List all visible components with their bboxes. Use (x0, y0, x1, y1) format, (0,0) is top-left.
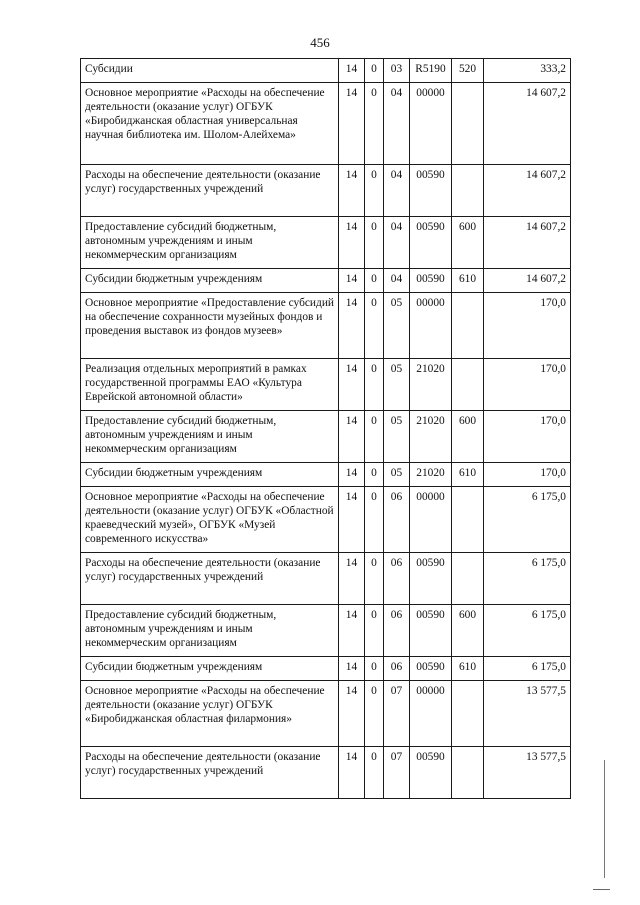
target-code-cell: 21020 (410, 463, 452, 487)
section-code-cell: 14 (339, 83, 365, 165)
target-code-cell: 21020 (410, 411, 452, 463)
row-name-cell: Субсидии бюджетным учреждениям (81, 269, 339, 293)
target-code-cell: 00590 (410, 747, 452, 799)
amount-cell: 14 607,2 (484, 165, 571, 217)
section-code-cell: 14 (339, 605, 365, 657)
expense-type-cell (452, 359, 484, 411)
subprogram-code-cell: 04 (384, 269, 410, 293)
target-code-cell: 00590 (410, 553, 452, 605)
table-row (81, 165, 571, 217)
expense-type-cell (452, 165, 484, 217)
section-code-cell: 14 (339, 293, 365, 359)
expense-type-cell: 600 (452, 605, 484, 657)
subprogram-code-cell: 05 (384, 293, 410, 359)
subprogram-code-cell: 06 (384, 605, 410, 657)
amount-cell: 6 175,0 (484, 553, 571, 605)
row-name-cell: Предоставление субсидий бюджетным, автономным учреждениям и иным некоммерческим организациям (81, 217, 339, 269)
amount-cell: 170,0 (484, 359, 571, 411)
program-code-cell: 0 (365, 553, 384, 605)
section-code-cell: 14 (339, 553, 365, 605)
program-code-cell: 0 (365, 487, 384, 553)
expense-type-cell: 610 (452, 463, 484, 487)
amount-cell: 170,0 (484, 293, 571, 359)
target-code-cell: 00590 (410, 165, 452, 217)
section-code-cell: 14 (339, 747, 365, 799)
scan-edge-tick (593, 889, 610, 890)
subprogram-code-cell: 04 (384, 217, 410, 269)
section-code-cell: 14 (339, 411, 365, 463)
program-code-cell: 0 (365, 657, 384, 681)
target-code-cell: 00000 (410, 293, 452, 359)
subprogram-code-cell: 06 (384, 657, 410, 681)
section-code-cell: 14 (339, 269, 365, 293)
program-code-cell: 0 (365, 463, 384, 487)
program-code-cell: 0 (365, 217, 384, 269)
table-row (81, 217, 571, 269)
amount-cell: 6 175,0 (484, 605, 571, 657)
table-row (81, 411, 571, 463)
table-row (81, 269, 571, 293)
row-name-cell: Реализация отдельных мероприятий в рамках государственной программы ЕАО «Культура Еврейской автономной области» (81, 359, 339, 411)
row-name-cell: Предоставление субсидий бюджетным, автономным учреждениям и иным некоммерческим организациям (81, 411, 339, 463)
table-row (81, 359, 571, 411)
table-row (81, 747, 571, 799)
target-code-cell: 00000 (410, 681, 452, 747)
row-name-cell: Основное мероприятие «Расходы на обеспечение деятельности (оказание услуг) ОГБУК «Биробиджанская областная филармония» (81, 681, 339, 747)
section-code-cell: 14 (339, 165, 365, 217)
expense-type-cell (452, 293, 484, 359)
subprogram-code-cell: 05 (384, 359, 410, 411)
page-number: 456 (310, 35, 330, 50)
amount-cell: 170,0 (484, 463, 571, 487)
budget-table (80, 58, 571, 799)
subprogram-code-cell: 04 (384, 83, 410, 165)
program-code-cell: 0 (365, 359, 384, 411)
target-code-cell: 00590 (410, 269, 452, 293)
expense-type-cell: 610 (452, 657, 484, 681)
target-code-cell: 00590 (410, 217, 452, 269)
amount-cell: 6 175,0 (484, 487, 571, 553)
expense-type-cell (452, 487, 484, 553)
table-row (81, 59, 571, 83)
section-code-cell: 14 (339, 59, 365, 83)
target-code-cell: 00590 (410, 605, 452, 657)
target-code-cell: 00000 (410, 487, 452, 553)
program-code-cell: 0 (365, 681, 384, 747)
amount-cell: 14 607,2 (484, 83, 571, 165)
row-name-cell: Субсидии (81, 59, 339, 83)
program-code-cell: 0 (365, 605, 384, 657)
program-code-cell: 0 (365, 165, 384, 217)
program-code-cell: 0 (365, 59, 384, 83)
target-code-cell: 00000 (410, 83, 452, 165)
subprogram-code-cell: 07 (384, 681, 410, 747)
table-row (81, 293, 571, 359)
amount-cell: 14 607,2 (484, 269, 571, 293)
section-code-cell: 14 (339, 463, 365, 487)
expense-type-cell: 600 (452, 411, 484, 463)
table-row (81, 681, 571, 747)
subprogram-code-cell: 05 (384, 411, 410, 463)
expense-type-cell (452, 747, 484, 799)
row-name-cell: Субсидии бюджетным учреждениям (81, 463, 339, 487)
row-name-cell: Предоставление субсидий бюджетным, автономным учреждениям и иным некоммерческим организациям (81, 605, 339, 657)
table-row (81, 553, 571, 605)
amount-cell: 14 607,2 (484, 217, 571, 269)
table-row (81, 487, 571, 553)
program-code-cell: 0 (365, 747, 384, 799)
table-row (81, 657, 571, 681)
row-name-cell: Субсидии бюджетным учреждениям (81, 657, 339, 681)
row-name-cell: Расходы на обеспечение деятельности (оказание услуг) государственных учреждений (81, 747, 339, 799)
amount-cell: 6 175,0 (484, 657, 571, 681)
program-code-cell: 0 (365, 411, 384, 463)
row-name-cell: Расходы на обеспечение деятельности (оказание услуг) государственных учреждений (81, 553, 339, 605)
subprogram-code-cell: 07 (384, 747, 410, 799)
row-name-cell: Основное мероприятие «Предоставление субсидий на обеспечение сохранности музейных фондов и проведения выставок из фондов музеев» (81, 293, 339, 359)
amount-cell: 170,0 (484, 411, 571, 463)
table-row (81, 463, 571, 487)
expense-type-cell: 600 (452, 217, 484, 269)
program-code-cell: 0 (365, 83, 384, 165)
target-code-cell: 21020 (410, 359, 452, 411)
amount-cell: 13 577,5 (484, 681, 571, 747)
section-code-cell: 14 (339, 487, 365, 553)
section-code-cell: 14 (339, 359, 365, 411)
table-row (81, 83, 571, 165)
row-name-cell: Основное мероприятие «Расходы на обеспечение деятельности (оказание услуг) ОГБУК «Областной краеведческий музей», ОГБУК «Музей современного искусства» (81, 487, 339, 553)
scan-edge-line (604, 760, 605, 878)
section-code-cell: 14 (339, 657, 365, 681)
subprogram-code-cell: 04 (384, 165, 410, 217)
row-name-cell: Основное мероприятие «Расходы на обеспечение деятельности (оказание услуг) ОГБУК «Биробиджанская областная универсальная научная библиотека им. Шолом-Алейхема» (81, 83, 339, 165)
table-row (81, 605, 571, 657)
subprogram-code-cell: 06 (384, 553, 410, 605)
expense-type-cell (452, 553, 484, 605)
subprogram-code-cell: 03 (384, 59, 410, 83)
row-name-cell: Расходы на обеспечение деятельности (оказание услуг) государственных учреждений (81, 165, 339, 217)
expense-type-cell (452, 681, 484, 747)
subprogram-code-cell: 05 (384, 463, 410, 487)
section-code-cell: 14 (339, 681, 365, 747)
expense-type-cell (452, 83, 484, 165)
target-code-cell: 00590 (410, 657, 452, 681)
amount-cell: 13 577,5 (484, 747, 571, 799)
expense-type-cell: 520 (452, 59, 484, 83)
amount-cell: 333,2 (484, 59, 571, 83)
program-code-cell: 0 (365, 293, 384, 359)
subprogram-code-cell: 06 (384, 487, 410, 553)
budget-table-body (81, 59, 571, 799)
expense-type-cell: 610 (452, 269, 484, 293)
section-code-cell: 14 (339, 217, 365, 269)
program-code-cell: 0 (365, 269, 384, 293)
target-code-cell: R5190 (410, 59, 452, 83)
